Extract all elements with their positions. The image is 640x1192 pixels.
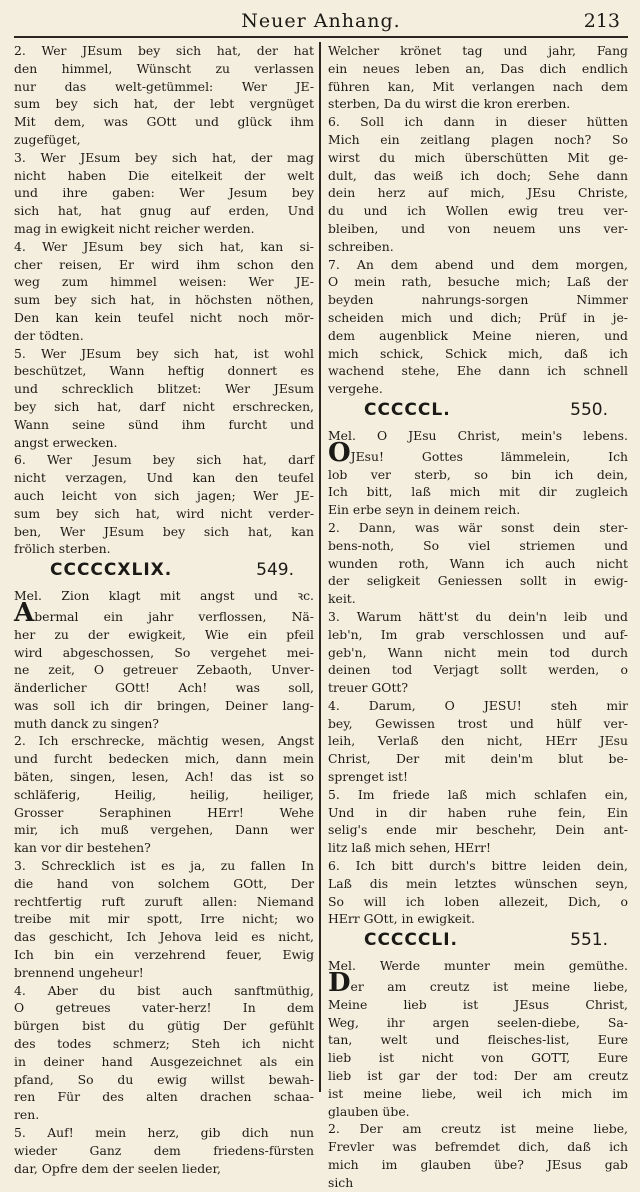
text-line: das geschicht, Ich Jehova leid es nicht,	[14, 929, 314, 945]
text-line: zugefüget,	[14, 131, 81, 147]
text-line: 6. Ich bitt durch's bittre leiden dein,	[327, 858, 628, 874]
text-line: ein neues leben an, Das dich endlich	[327, 60, 628, 76]
hymn-number-roman: CCCCCXLIX.	[50, 560, 173, 581]
text-line: 5. Im friede laß mich schlafen ein,	[327, 786, 628, 802]
text-line: sterben, Da du wirst die kron ererben.	[327, 96, 571, 112]
text-line: sich hat, hat gnug auf erden, Und	[14, 203, 314, 219]
text-line: lieb ist gar der tod: Der am creutz	[327, 1068, 628, 1084]
text-line: auch leicht von sich jagen; Wer JE-	[14, 487, 314, 503]
text-line: Mel. Zion klagt mit angst und ꝛc.	[14, 588, 314, 604]
text-line: dein herz auf mich, JEsu Christe,	[327, 185, 628, 201]
text-line: den himmel, Wünscht zu verlassen	[14, 60, 314, 76]
text-line: nicht haben Die eitelkeit der welt	[14, 167, 314, 183]
text-line: dem augenblick Meine nieren, und	[327, 327, 628, 343]
text-line: rechtfertig ruft zuruft allen: Niemand	[14, 893, 314, 909]
drop-cap: O	[327, 437, 351, 468]
hymn-heading	[328, 930, 628, 956]
text-line: Und in dir haben ruhe fein, Ein	[327, 804, 628, 820]
text-line: 6. Soll ich dann in dieser hütten	[327, 114, 628, 130]
text-line: änderlicher GOtt! Ach! was soll,	[14, 680, 314, 696]
text-line	[327, 968, 628, 999]
text-line-content: bermal ein jahr verflossen, Nä-	[34, 608, 314, 624]
page-number: 213	[583, 10, 620, 32]
text-line: des todes schmerz; Steh ich nicht	[14, 1036, 314, 1052]
text-line: weg zum himmel weisen: Wer JE-	[14, 274, 314, 290]
text-line: frölich sterben.	[14, 541, 111, 557]
text-line: Mel. O JEsu Christ, mein's lebens.	[327, 427, 628, 443]
text-line: wunden roth, Wann ich auch nicht	[327, 555, 628, 571]
page-header	[14, 6, 628, 38]
right-column	[321, 42, 628, 1190]
text-line: wirst du mich überschütten Mit ge-	[327, 149, 628, 165]
text-line: ben, Wer JEsum bey sich hat, kan	[14, 523, 314, 539]
text-line: ne zeit, O getreuer Zebaoth, Unver-	[14, 662, 314, 678]
text-line: wachend stehe, Ehe dann ich schnell	[327, 363, 628, 379]
text-line: angst erwecken.	[14, 434, 118, 450]
text-line: die hand von solchem GOtt, Der	[14, 875, 314, 891]
text-line-content: JEsu! Gottes lämmelein, Ich	[350, 448, 628, 464]
text-line: bürgen bist du gütig Der gefühlt	[14, 1018, 314, 1034]
text-line: bey sich hat, darf nicht erschrecken,	[14, 398, 314, 414]
hymn-number-arabic: 549.	[256, 560, 294, 581]
text-line: beschützet, Wann heftig donnert es	[14, 363, 314, 379]
text-line: scheiden mich und dich; Prüf in je-	[327, 309, 628, 325]
text-line: selig's ende mir beschehr, Dein ant-	[327, 822, 628, 838]
text-line: deinen tod Verjagt sollt werden, o	[327, 662, 628, 678]
text-line: leih, Verlaß den nicht, HErr JEsu	[327, 733, 628, 749]
text-line: ist meine liebe, weil ich mich im	[327, 1085, 628, 1101]
text-line: leb'n, Im grab verschlossen und auf-	[327, 626, 628, 642]
drop-cap: D	[327, 968, 351, 999]
drop-cap: A	[14, 597, 35, 628]
text-line: 3. Wer JEsum bey sich hat, der mag	[14, 149, 314, 165]
text-line: sum bey sich hat, der lebt vergnüget	[14, 96, 314, 112]
text-line-content: er am creutz ist meine liebe,	[350, 979, 628, 995]
text-line: und ihre gaben: Wer Jesum bey	[14, 185, 314, 201]
text-line: Den kan kein teufel nicht noch mör-	[14, 309, 314, 325]
text-line: lob ver sterb, so bin ich dein,	[327, 466, 628, 482]
text-line: mir, ich muß vergehen, Dann wer	[14, 822, 314, 838]
text-line: keit.	[327, 591, 356, 607]
text-line: dult, das weiß ich doch; Sehe dann	[327, 167, 628, 183]
hymn-number-arabic: 550.	[570, 399, 608, 420]
text-line: nur das welt-getümmel: Wer JE-	[14, 78, 314, 94]
text-line	[327, 437, 628, 468]
text-line: kan vor dir bestehen?	[14, 840, 151, 856]
text-line: schreiben.	[327, 238, 394, 254]
text-line: glauben übe.	[327, 1103, 410, 1119]
text-line: O getreues vater-herz! In dem	[14, 1000, 314, 1016]
text-line: Mit dem, was GOtt und glück ihm	[14, 114, 314, 130]
text-line: vergehe.	[327, 381, 383, 397]
text-line: bens-noth, So viel striemen und	[327, 537, 628, 553]
text-line: wird abgeschossen, So vergehet mei-	[14, 644, 314, 660]
hymn-number-roman: CCCCCL.	[363, 399, 451, 420]
text-line: bäten, singen, lesen, Ach! das ist so	[14, 769, 314, 785]
text-line: nicht verzagen, Und kan den teufel	[14, 470, 314, 486]
text-line: schläferig, Heilig, heilig, heiliger,	[14, 786, 314, 802]
text-line: Ich bin ein verzehrend feuer, Ewig	[14, 947, 314, 963]
text-line: Frevler was befremdet dich, daß ich	[327, 1139, 628, 1155]
text-line: geb'n, Wann nicht mein tod durch	[327, 644, 628, 660]
text-line: 4. Wer JEsum bey sich hat, kan si-	[14, 238, 314, 254]
text-line: und schrecklich blitzet: Wer JEsum	[14, 381, 314, 397]
text-line: brennend ungeheur!	[14, 964, 144, 980]
text-line: Ein erbe seyn in deinem reich.	[327, 502, 521, 518]
text-line: 5. Auf! mein herz, gib dich nun	[14, 1125, 314, 1141]
text-line: sum bey sich hat, in höchsten nöthen,	[14, 292, 314, 308]
text-columns	[14, 42, 628, 1190]
text-line: mich schick, Schick mich, daß ich	[327, 345, 628, 361]
hymn-heading	[14, 560, 314, 586]
text-line: 4. Darum, O JESU! steh mir	[327, 697, 628, 713]
text-line: führen kan, Mit verlangen nach dem	[327, 78, 628, 94]
text-line: Laß dis mein letztes wünschen seyn,	[327, 875, 628, 891]
text-line: mag in ewigkeit nicht reicher werden.	[14, 220, 255, 236]
text-line: Ich bitt, laß mich mit dir zugleich	[327, 484, 628, 500]
text-line: sprenget ist!	[327, 769, 408, 785]
text-line: Wann seine sünd ihm furcht und	[14, 416, 314, 432]
text-line: und furcht bedecken mich, dann mein	[14, 751, 314, 767]
left-column	[14, 42, 319, 1176]
text-line: mich im glauben übe? JEsus gab	[327, 1157, 628, 1173]
hymn-number-roman: CCCCCLI.	[363, 930, 458, 951]
text-line: 2. Der am creutz ist meine liebe,	[327, 1121, 628, 1137]
text-line: 2. Ich erschrecke, mächtig wesen, Angst	[14, 733, 314, 749]
text-line: So will ich loben allezeit, Dich, o	[327, 893, 628, 909]
text-line: Welcher krönet tag und jahr, Fang	[327, 43, 628, 58]
text-line: pfand, So du ewig willst bewah-	[14, 1071, 314, 1087]
text-line: O mein rath, besuche mich; Laß der	[327, 274, 628, 290]
text-line: 5. Wer JEsum bey sich hat, ist wohl	[14, 345, 314, 361]
text-line: treuer GOtt?	[327, 680, 409, 696]
text-line: 7. An dem abend und dem morgen,	[327, 256, 628, 272]
text-line: Mel. Werde munter mein gemüthe.	[327, 958, 628, 974]
text-line: litz laß mich sehen, HErr!	[327, 840, 492, 856]
text-line: HErr GOtt, in ewigkeit.	[327, 911, 475, 927]
text-line: 2. Dann, was wär sonst dein ster-	[327, 519, 628, 535]
text-line: beyden nahrungs-sorgen Nimmer	[327, 292, 628, 308]
text-line: wieder Ganz dem friedens-fürsten	[14, 1142, 314, 1158]
text-line: Weg, ihr argen seelen-diebe, Sa-	[327, 1014, 628, 1030]
hymn-heading	[328, 400, 628, 426]
text-line: ren Für des alten drachen schaa-	[14, 1089, 314, 1105]
text-line: lieb ist nicht von GOTT, Eure	[327, 1050, 628, 1066]
text-line: 2. Wer JEsum bey sich hat, der hat	[14, 43, 314, 58]
text-line: treibe mit mir spott, Irre nicht; wo	[14, 911, 314, 927]
text-line: 3. Warum hätt'st du dein'n leib und	[327, 608, 628, 624]
hymn-number-arabic: 551.	[570, 930, 608, 951]
text-line: sum bey sich hat, wird nicht verder-	[14, 505, 314, 521]
text-line: 4. Aber du bist auch sanftmüthig,	[14, 982, 314, 998]
text-line: 3. Schrecklich ist es ja, zu fallen In	[14, 858, 314, 874]
text-line: bey, Gewissen trost und hülf ver-	[327, 715, 628, 731]
text-line: Christ, Der mit dein'm blut be-	[327, 751, 628, 767]
text-line: was soll ich dir bringen, Deiner lang-	[14, 697, 314, 713]
running-head: Neuer Anhang.	[241, 10, 401, 32]
text-line: cher reisen, Er wird ihm schon den	[14, 256, 314, 272]
text-line: her zu der ewigkeit, Wie ein pfeil	[14, 626, 314, 642]
text-line: tan, welt und fleisches-list, Eure	[327, 1032, 628, 1048]
text-line: dar, Opfre dem der seelen lieder,	[14, 1160, 221, 1176]
text-line: Mich ein zeitlang plagen noch? So	[327, 131, 628, 147]
text-line: Meine lieb ist JEsus Christ,	[327, 996, 628, 1012]
text-line: ren.	[14, 1107, 40, 1123]
text-line: der tödten.	[14, 327, 84, 343]
text-line: sich	[327, 1174, 354, 1190]
text-line: in deiner hand Ausgezeichnet als ein	[14, 1053, 314, 1069]
text-line: du und ich Wollen ewig treu ver-	[327, 203, 628, 219]
text-line: Grosser Seraphinen HErr! Wehe	[14, 804, 314, 820]
text-line: muth danck zu singen?	[14, 715, 159, 731]
text-line: bleiben, und von neuem uns ver-	[327, 220, 628, 236]
text-line: der seligkeit Geniessen sollt in ewig-	[327, 573, 628, 589]
text-line	[14, 597, 314, 628]
text-line: 6. Wer Jesum bey sich hat, darf	[14, 452, 314, 468]
